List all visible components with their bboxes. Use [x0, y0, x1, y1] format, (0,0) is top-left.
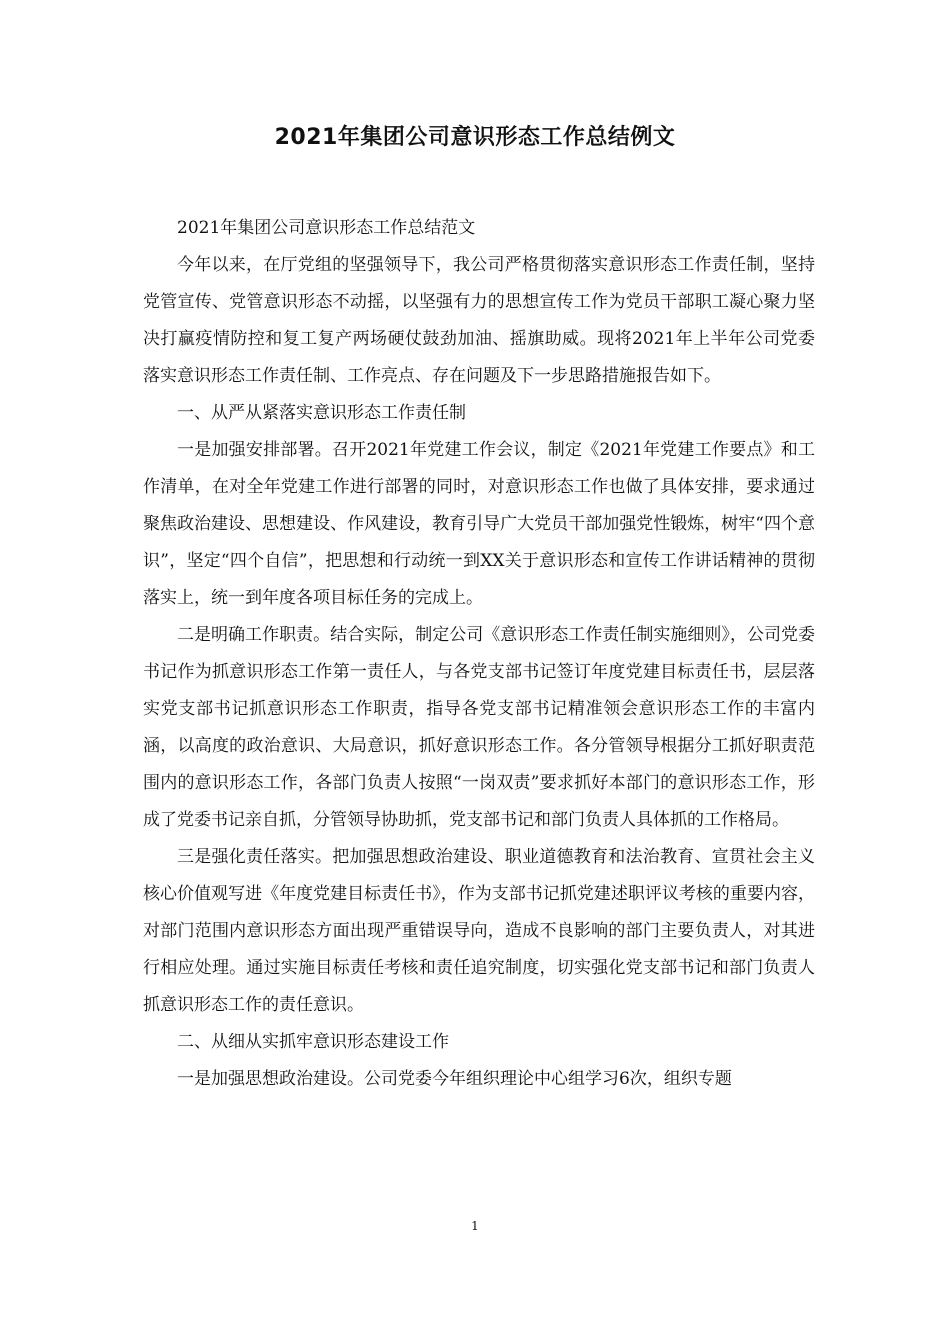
page-number: 1 [471, 1219, 479, 1233]
document-body [143, 210, 815, 1098]
paragraph: 一是加强安排部署。召开2021年党建工作会议，制定《2021年党建工作要点》和工作清单，在对全年党建工作进行部署的同时，对意识形态工作也做了具体安排，要求通过聚焦政治建设、思想建设、作风建设，教育引导广大党员干部加强党性锻炼，树牢“四个意识”，坚定“四个自信”，把思想和行动统一到XX关于意识形态和宣传工作讲话精神的贯彻落实上，统一到年度各项目标任务的完成上。 [143, 440, 815, 608]
section-heading: 一、从严从紧落实意识形态工作责任制 [177, 403, 466, 423]
paragraph: 2021年集团公司意识形态工作总结范文 [177, 218, 476, 238]
section-heading: 二、从细从实抓牢意识形态建设工作 [177, 1032, 449, 1052]
paragraph: 二是明确工作职责。结合实际，制定公司《意识形态工作责任制实施细则》，公司党委书记作为抓意识形态工作第一责任人，与各党支部书记签订年度党建目标责任书，层层落实党支部书记抓意识形态工作职责，指导各党支部书记精准领会意识形态工作的丰富内涵，以高度的政治意识、大局意识，抓好意识形态工作。各分管领导根据分工抓好职责范围内的意识形态工作，各部门负责人按照“一岗双责”要求抓好本部门的意识形态工作，形成了党委书记亲自抓，分管领导协助抓，党支部书记和部门负责人具体抓的工作格局。 [143, 625, 815, 830]
document-title: 2021年集团公司意识形态工作总结例文 [274, 125, 676, 150]
paragraph: 今年以来，在厅党组的坚强领导下，我公司严格贯彻落实意识形态工作责任制，坚持党管宣传、党管意识形态不动摇，以坚强有力的思想宣传工作为党员干部职工凝心聚力坚决打赢疫情防控和复工复产两场硬仗鼓劲加油、摇旗助威。现将2021年上半年公司党委落实意识形态工作责任制、工作亮点、存在问题及下一步思路措施报告如下。 [143, 255, 815, 386]
paragraph: 三是强化责任落实。把加强思想政治建设、职业道德教育和法治教育、宣贯社会主义核心价值观写进《年度党建目标责任书》，作为支部书记抓党建述职评议考核的重要内容，对部门范围内意识形态方面出现严重错误导向，造成不良影响的部门主要负责人，对其进行相应处理。通过实施目标责任考核和责任追究制度，切实强化党支部书记和部门负责人抓意识形态工作的责任意识。 [143, 847, 815, 1015]
paragraph: 一是加强思想政治建设。公司党委今年组织理论中心组学习6次，组织专题 [177, 1069, 732, 1089]
